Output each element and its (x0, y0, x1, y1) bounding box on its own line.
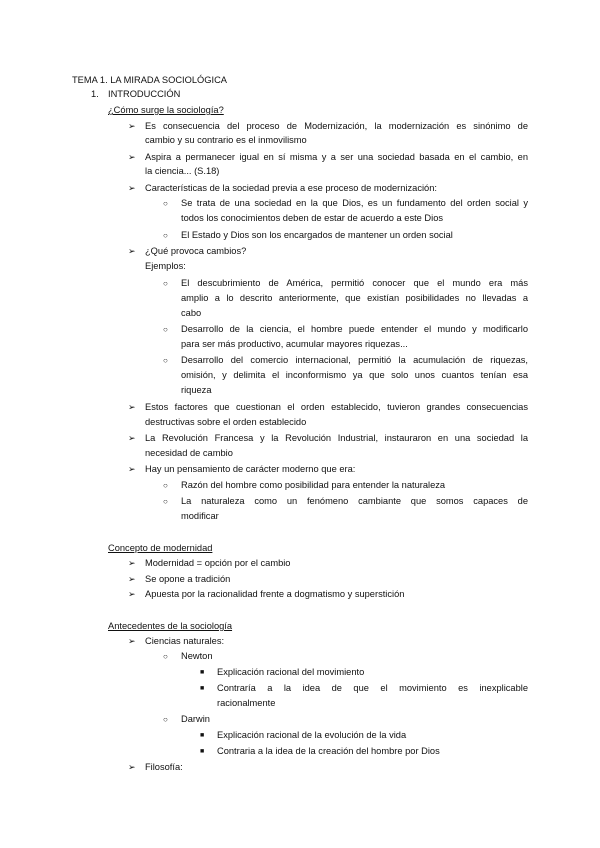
arrow-bullet-icon: ➢ (128, 464, 136, 474)
bullet-text: racionalmente (217, 698, 276, 708)
section-title: INTRODUCCIÓN (108, 89, 181, 99)
bullet-text: La naturaleza como un fenómeno cambiante que somos capaces de (181, 496, 528, 506)
bullet-text: todos los conocimientos deben de estar de acuerdo a este Dios (181, 213, 444, 223)
bullet-text: El descubrimiento de América, permitió conocer que el mundo era más (181, 278, 528, 288)
arrow-bullet-icon: ➢ (128, 636, 136, 646)
bullet-text: destructivas sobre el orden establecido (145, 417, 307, 427)
arrow-bullet-icon: ➢ (128, 402, 136, 412)
bullet-text: Aspira a permanecer igual en sí misma y a ser una sociedad basada en el cambio, en (145, 152, 528, 162)
bullet-text: para ser más productivo, acumular mayores riquezas... (181, 339, 408, 349)
square-bullet-icon: ■ (200, 732, 205, 739)
bullet-text: riqueza (181, 385, 212, 395)
circle-bullet-icon: ○ (163, 325, 168, 334)
bullet-text: Explicación racional del movimiento (217, 667, 365, 677)
bullet-text: Modernidad = opción por el cambio (145, 558, 291, 568)
bullet-text: Estos factores que cuestionan el orden establecido, tuvieron grandes consecuencias (145, 402, 528, 412)
arrow-bullet-icon: ➢ (128, 121, 136, 131)
circle-bullet-icon: ○ (163, 497, 168, 506)
bullet-text: Contraria a la idea de la creación del hombre por Dios (217, 746, 440, 756)
bullet-text: la ciencia... (S.18) (145, 166, 220, 176)
bullet-text: El Estado y Dios son los encargados de mantener un orden social (181, 230, 453, 240)
square-bullet-icon: ■ (200, 685, 205, 692)
circle-bullet-icon: ○ (163, 199, 168, 208)
arrow-bullet-icon: ➢ (128, 762, 136, 772)
arrow-bullet-icon: ➢ (128, 183, 136, 193)
bullet-text: necesidad de cambio (145, 448, 233, 458)
arrow-bullet-icon: ➢ (128, 433, 136, 443)
bullet-text: Razón del hombre como posibilidad para entender la naturaleza (181, 480, 446, 490)
bullet-text: modificar (181, 511, 219, 521)
bullet-text: ¿Qué provoca cambios? (145, 246, 247, 256)
bullet-text: Contraría a la idea de que el movimiento es inexplicable (217, 683, 528, 693)
bullet-text: amplio a lo descrito anteriormente, que existían posibilidades no llevadas a (181, 293, 528, 303)
bullet-text: La Revolución Francesa y la Revolución Industrial, instauraron en una sociedad la (145, 433, 528, 443)
bullet-text: Se trata de una sociedad en la que Dios, es un fundamento del orden social y (181, 198, 528, 208)
bullet-text: Apuesta por la racionalidad frente a dogmatismo y superstición (145, 589, 405, 599)
circle-bullet-icon: ○ (163, 652, 168, 661)
arrow-bullet-icon: ➢ (128, 589, 136, 599)
subheading-origin: ¿Cómo surge la sociología? (108, 105, 224, 115)
bullet-text: Se opone a tradición (145, 574, 231, 584)
circle-bullet-icon: ○ (163, 481, 168, 490)
bullet-text: omisión, y delimita el inconformismo ya que solo unos cuantos tenían esa (181, 370, 528, 380)
arrow-bullet-icon: ➢ (128, 574, 136, 584)
bullet-text: Características de la sociedad previa a ese proceso de modernización: (145, 183, 437, 193)
bullet-text: Es consecuencia del proceso de Modernización, la modernización es sinónimo de (145, 121, 528, 131)
bullet-text: Filosofía: (145, 762, 183, 772)
arrow-bullet-icon: ➢ (128, 246, 136, 256)
circle-bullet-icon: ○ (163, 715, 168, 724)
bullet-text: cambio y su contrario es el inmovilismo (145, 135, 307, 145)
bullet-text: Hay un pensamiento de carácter moderno que era: (145, 464, 356, 474)
bullet-text: Explicación racional de la evolución de la vida (217, 730, 407, 740)
section-number: 1. (91, 89, 99, 99)
bullet-text: Desarrollo de la ciencia, el hombre puede entender el mundo y modificarlo (181, 324, 528, 334)
bullet-text: Newton (181, 651, 213, 661)
circle-bullet-icon: ○ (163, 356, 168, 365)
arrow-bullet-icon: ➢ (128, 558, 136, 568)
circle-bullet-icon: ○ (163, 231, 168, 240)
document-title: TEMA 1. LA MIRADA SOCIOLÓGICA (72, 75, 227, 85)
circle-bullet-icon: ○ (163, 279, 168, 288)
square-bullet-icon: ■ (200, 748, 205, 755)
square-bullet-icon: ■ (200, 669, 205, 676)
bullet-text: Darwin (181, 714, 210, 724)
subheading-modernity: Concepto de modernidad (108, 543, 213, 553)
bullet-text: cabo (181, 308, 202, 318)
subheading-antecedents: Antecedentes de la sociología (108, 621, 233, 631)
arrow-bullet-icon: ➢ (128, 152, 136, 162)
bullet-text: Desarrollo del comercio internacional, permitió la acumulación de riquezas, (181, 355, 528, 365)
bullet-text: Ejemplos: (145, 261, 186, 271)
bullet-text: Ciencias naturales: (145, 636, 225, 646)
